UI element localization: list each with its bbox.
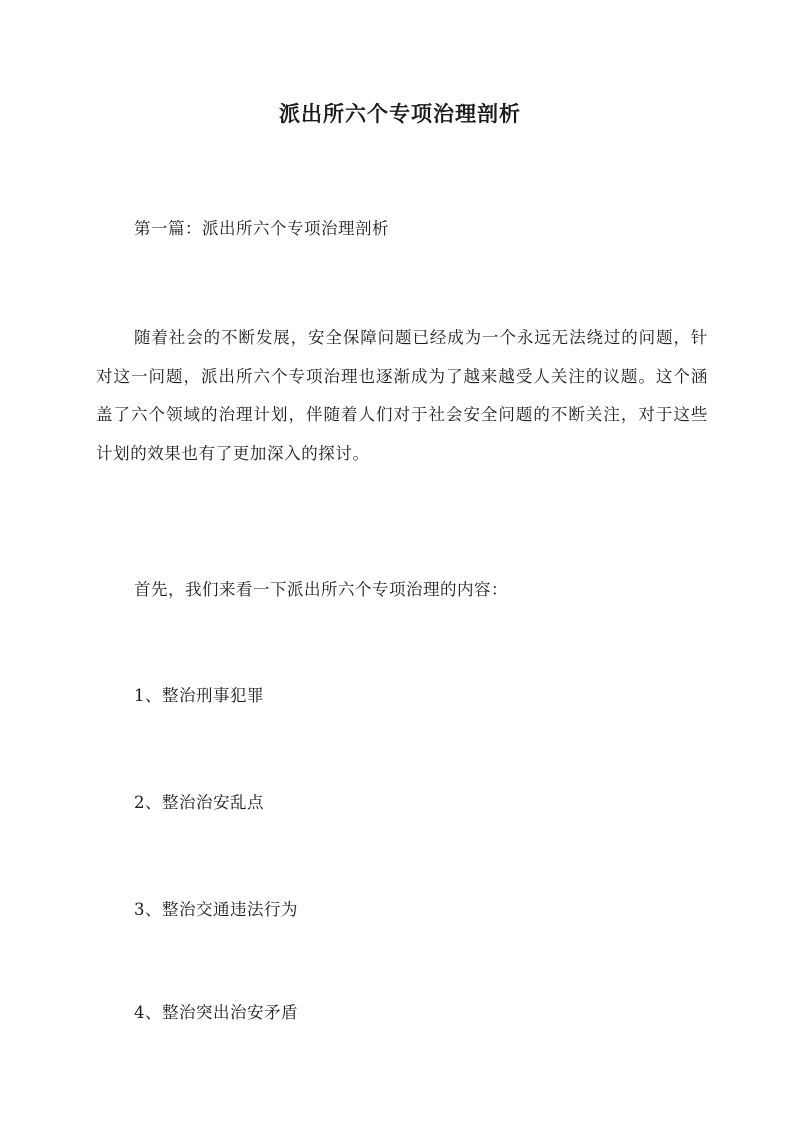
- list-item: 3、整治交通违法行为: [134, 900, 298, 919]
- list-item: 4、整治突出治安矛盾: [134, 1003, 298, 1022]
- list-item: 1、整治刑事犯罪: [134, 686, 264, 705]
- list-item: 2、整治治安乱点: [134, 793, 264, 812]
- section-heading: 第一篇：派出所六个专项治理剖析: [134, 219, 389, 238]
- body-paragraph: 随着社会的不断发展，安全保障问题已经成为一个永远无法绕过的问题，针对这一问题，派出所六个专项治理也逐渐成为了越来越受人关注的议题。这个涵盖了六个领域的治理计划，伴随着人们对于社会安全问题的不断关注，对于这些计划的效果也有了更加深入的探讨。: [96, 328, 708, 463]
- document-title: 派出所六个专项治理剖析: [279, 101, 521, 126]
- intro-line: 首先，我们来看一下派出所六个专项治理的内容：: [134, 580, 508, 599]
